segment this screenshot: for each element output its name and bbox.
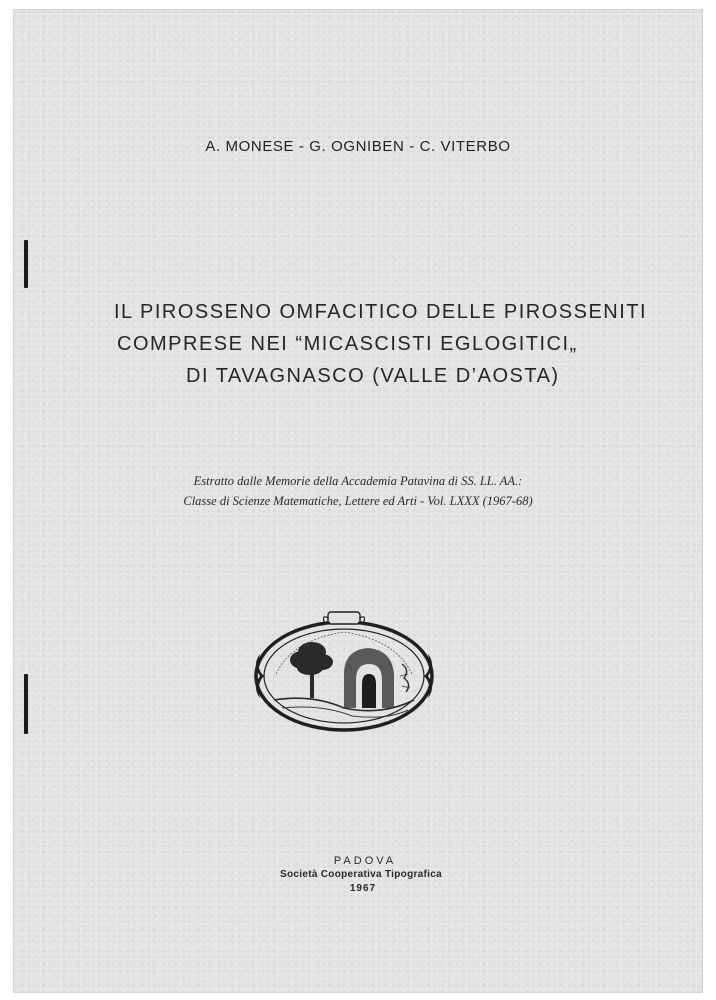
imprint-year: 1967 (349, 883, 377, 894)
title-line-3: DI TAVAGNASCO (VALLE D’AOSTA) (186, 365, 560, 387)
imprint-city: PADOVA (333, 855, 397, 867)
title-line-2: COMPRESE NEI “MICASCISTI EGLOGITICI„ (117, 333, 578, 355)
extract-line-2: Classe di Scienze Matematiche, Lettere ed Arti - Vol. LXXX (1967-68) (183, 494, 533, 508)
extract-line-1: Estratto dalle Memorie della Accademia Patavina di SS. LL. AA.: (193, 474, 523, 488)
imprint-publisher: Società Cooperativa Tipografica (280, 869, 442, 880)
authors-line: A. MONESE - G. OGNIBEN - C. VITERBO (205, 138, 511, 155)
pamphlet-cover (14, 10, 702, 992)
title-line-1: IL PIROSSENO OMFACITICO DELLE PIROSSENITI (114, 301, 648, 323)
staple-mark-top (24, 240, 28, 288)
academy-seal-icon (252, 604, 436, 734)
document-title (14, 296, 702, 392)
extract-note (14, 471, 702, 511)
staple-mark-bottom (24, 674, 28, 734)
imprint-block (14, 855, 702, 894)
